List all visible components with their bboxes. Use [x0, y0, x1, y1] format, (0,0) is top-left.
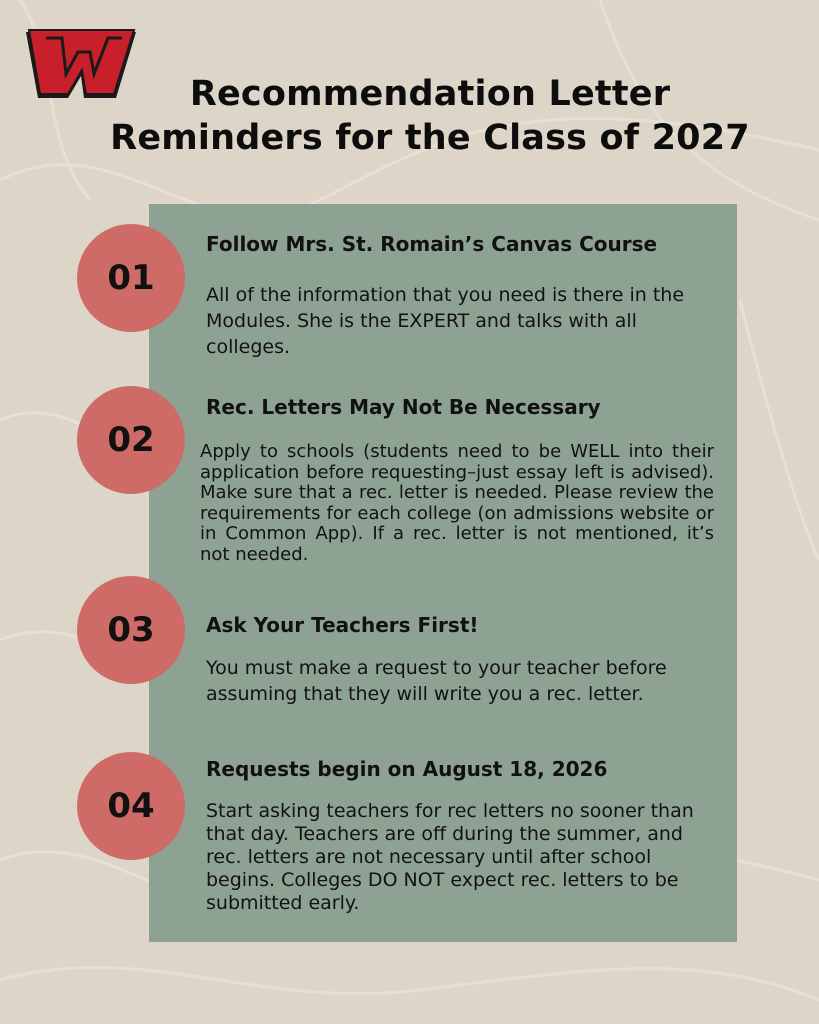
step-heading-03: Ask Your Teachers First!	[206, 613, 479, 637]
step-number-badge-02: 02	[77, 386, 185, 494]
step-body-03: You must make a request to your teacher before assuming that they will write you a rec. letter.	[206, 657, 667, 705]
step-heading-04: Requests begin on August 18, 2026	[206, 757, 608, 781]
step-number-badge-03: 03	[77, 576, 185, 684]
step-number-badge-04: 04	[77, 752, 185, 860]
step-heading-02: Rec. Letters May Not Be Necessary	[206, 395, 601, 419]
step-body-02: Apply to schools (students need to be WELL into their application before requesting–just essay left is advised). Make sure that a rec. letter is needed. Please review the requirements for each college (on admissions website or in Common App). If a rec. letter is not mentioned, it’s not needed.	[200, 441, 714, 565]
title-line-2: Reminders for the Class of 2027	[110, 118, 750, 158]
step-heading-01: Follow Mrs. St. Romain’s Canvas Course	[206, 232, 658, 256]
step-body-04: Start asking teachers for rec letters no sooner than that day. Teachers are off during the summer, and rec. letters are not necessary until after school begins. Colleges DO NOT expect rec. letters to be submitted early.	[206, 800, 694, 914]
title-line-1: Recommendation Letter	[189, 74, 671, 114]
step-number-badge-01: 01	[77, 224, 185, 332]
step-body-01: All of the information that you need is there in the Modules. She is the EXPERT and talks with all colleges.	[206, 284, 685, 358]
page-title	[70, 72, 790, 160]
